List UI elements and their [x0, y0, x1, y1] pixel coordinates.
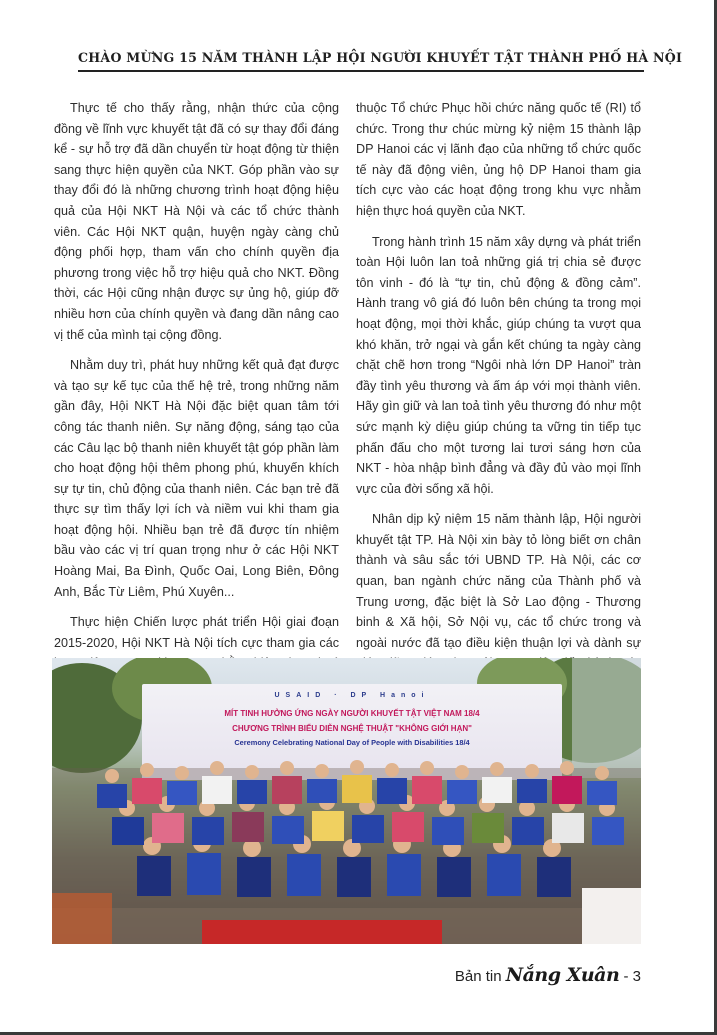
- footer-brand-logo: Nắng Xuân: [505, 964, 620, 986]
- left-paragraph-2: Nhằm duy trì, phát huy những kết quả đạt được và tạo sự kế tục của thế hệ trẻ, trong những năm gần đây, Hội NKT Hà Nội đặc biệt quan tâm tới công tác thanh niên. Sự năng động, sáng tạo của các Câu lạc bộ thanh niên khuyết tật góp phần làm cho hoạt động hội thêm phong phú, khuyến khích sự tự tin, chủ động của thanh niên. Các bạn trẻ đã thực sự tìm thấy lợi ích và niềm vui khi tham gia hoạt động hội. Nhiều bạn trẻ đã được tín nhiệm bầu vào các vị trí quan trọng như ở các Hội NKT Hoàng Mai, Ba Đình, Quốc Oai, Long Biên, Đông Anh, Bắc Từ Liêm, Phú Xuyên...: [54, 358, 339, 599]
- banner-line-2: CHƯƠNG TRÌNH BIỂU DIỄN NGHỆ THUẬT "KHÔNG GIỚI HẠN": [232, 724, 472, 733]
- group-photo: [52, 658, 641, 944]
- right-paragraph-3: Nhân dịp kỷ niệm 15 năm thành lập, Hội người khuyết tật TP. Hà Nội xin bày tỏ lòng biết ơn chân thành và sâu sắc tới UBND TP. Hà Nội, các cơ quan, ban ngành chức năng của Thành phố và Trung ương, đặc biệt là Sở Lao động - Thương binh & Xã hội, Sở Nội vụ, các tổ chức trong và ngoài nước đã tạo điều kiện thuận lợi và dành sự: [356, 512, 641, 650]
- right-paragraph-2: Trong hành trình 15 năm xây dựng và phát triển toàn Hội luôn lan toả những giá trị chia sẻ được tôn vinh - đó là “tự tin, chủ động & đồng cảm”. Hành trang vô giá đó luôn bên chúng ta trong mọi hoạt động, mọi thời khắc, giúp chúng ta vượt qua khó khăn, trở ngại và gắn kết chúng ta ngày càng chặt chẽ hơn trong “Ngôi nhà lớn DP Hanoi” tràn đầy tình yêu thương và ấm áp với mọi thành viên. Hãy gìn giữ và lan toả tình yêu thương đó như một sức mạnh kỳ diệu giúp chúng ta vững tin tiếp tục phấn đấu cho một tương lai tươi sáng hơn của NKT - hòa nhập bình đẳng và đầy đủ vào mọi lĩnh vực của đời sống xã hội.: [356, 234, 641, 496]
- page-header: [78, 46, 683, 76]
- photo-carpet: [202, 920, 442, 944]
- left-paragraph-1: Thực tế cho thấy rằng, nhận thức của cộng đồng về lĩnh vực khuyết tật đã có sự thay đổi đáng kể - sự hỗ trợ đã dần chuyển từ hoạt động từ thiện sang thực hiện quyền của NKT. Góp phần vào sự thay đổi đó là những chương trình hoạt động hiệu quả của Hội NKT Hà Nội và các tổ chức thành viên. Các Hội NKT quận, huyện ngày càng chủ động phối hợp, tham vấn cho chính quyền địa phương trong việc hỗ trợ hiệu quả cho NKT. Đồng thời, các Hội cũng nhận được sự ủng hộ, giúp đỡ nhiều hơn của chính quyền và đang dần nâng cao vị thế của mình tại cộng đồng.: [54, 101, 339, 342]
- footer-prefix: Bản tin: [454, 968, 502, 985]
- right-paragraph-1: thuộc Tổ chức Phục hồi chức năng quốc tế (RI) tổ chức. Trong thư chúc mừng kỷ niệm 15 thành lập DP Hanoi các vị lãnh đạo của những tổ chức quốc tế này đã động viên, ủng hộ DP Hanoi tham gia tích cực vào các hoạt động trong khu vực nhằm hiện thực hoá quyền của NKT.: [356, 101, 641, 218]
- left-column: [54, 98, 339, 746]
- banner-line-1: MÍT TINH HƯỞNG ỨNG NGÀY NGƯỜI KHUYẾT TẬT VIỆT NAM 18/4: [224, 709, 480, 718]
- footer-page-number: - 3: [623, 968, 641, 985]
- page-footer: [455, 964, 641, 986]
- photo-crowd: [52, 658, 641, 944]
- header-rule: [78, 70, 644, 72]
- left-paragraph-3: Thực hiện Chiến lược phát triển Hội giai đoạn 2015-2020, Hội NKT Hà Nội tích cực tham gia các: [54, 615, 339, 650]
- right-column: [356, 98, 641, 725]
- banner-logos: USAID · DP Hanoi: [274, 692, 430, 699]
- banner-line-3: Ceremony Celebrating National Day of People with Disabilities 18/4: [234, 738, 470, 747]
- header-title: CHÀO MỪNG 15 NĂM THÀNH LẬP HỘI NGƯỜI KHUYẾT TẬT THÀNH PHỐ HÀ NỘI: [78, 50, 683, 65]
